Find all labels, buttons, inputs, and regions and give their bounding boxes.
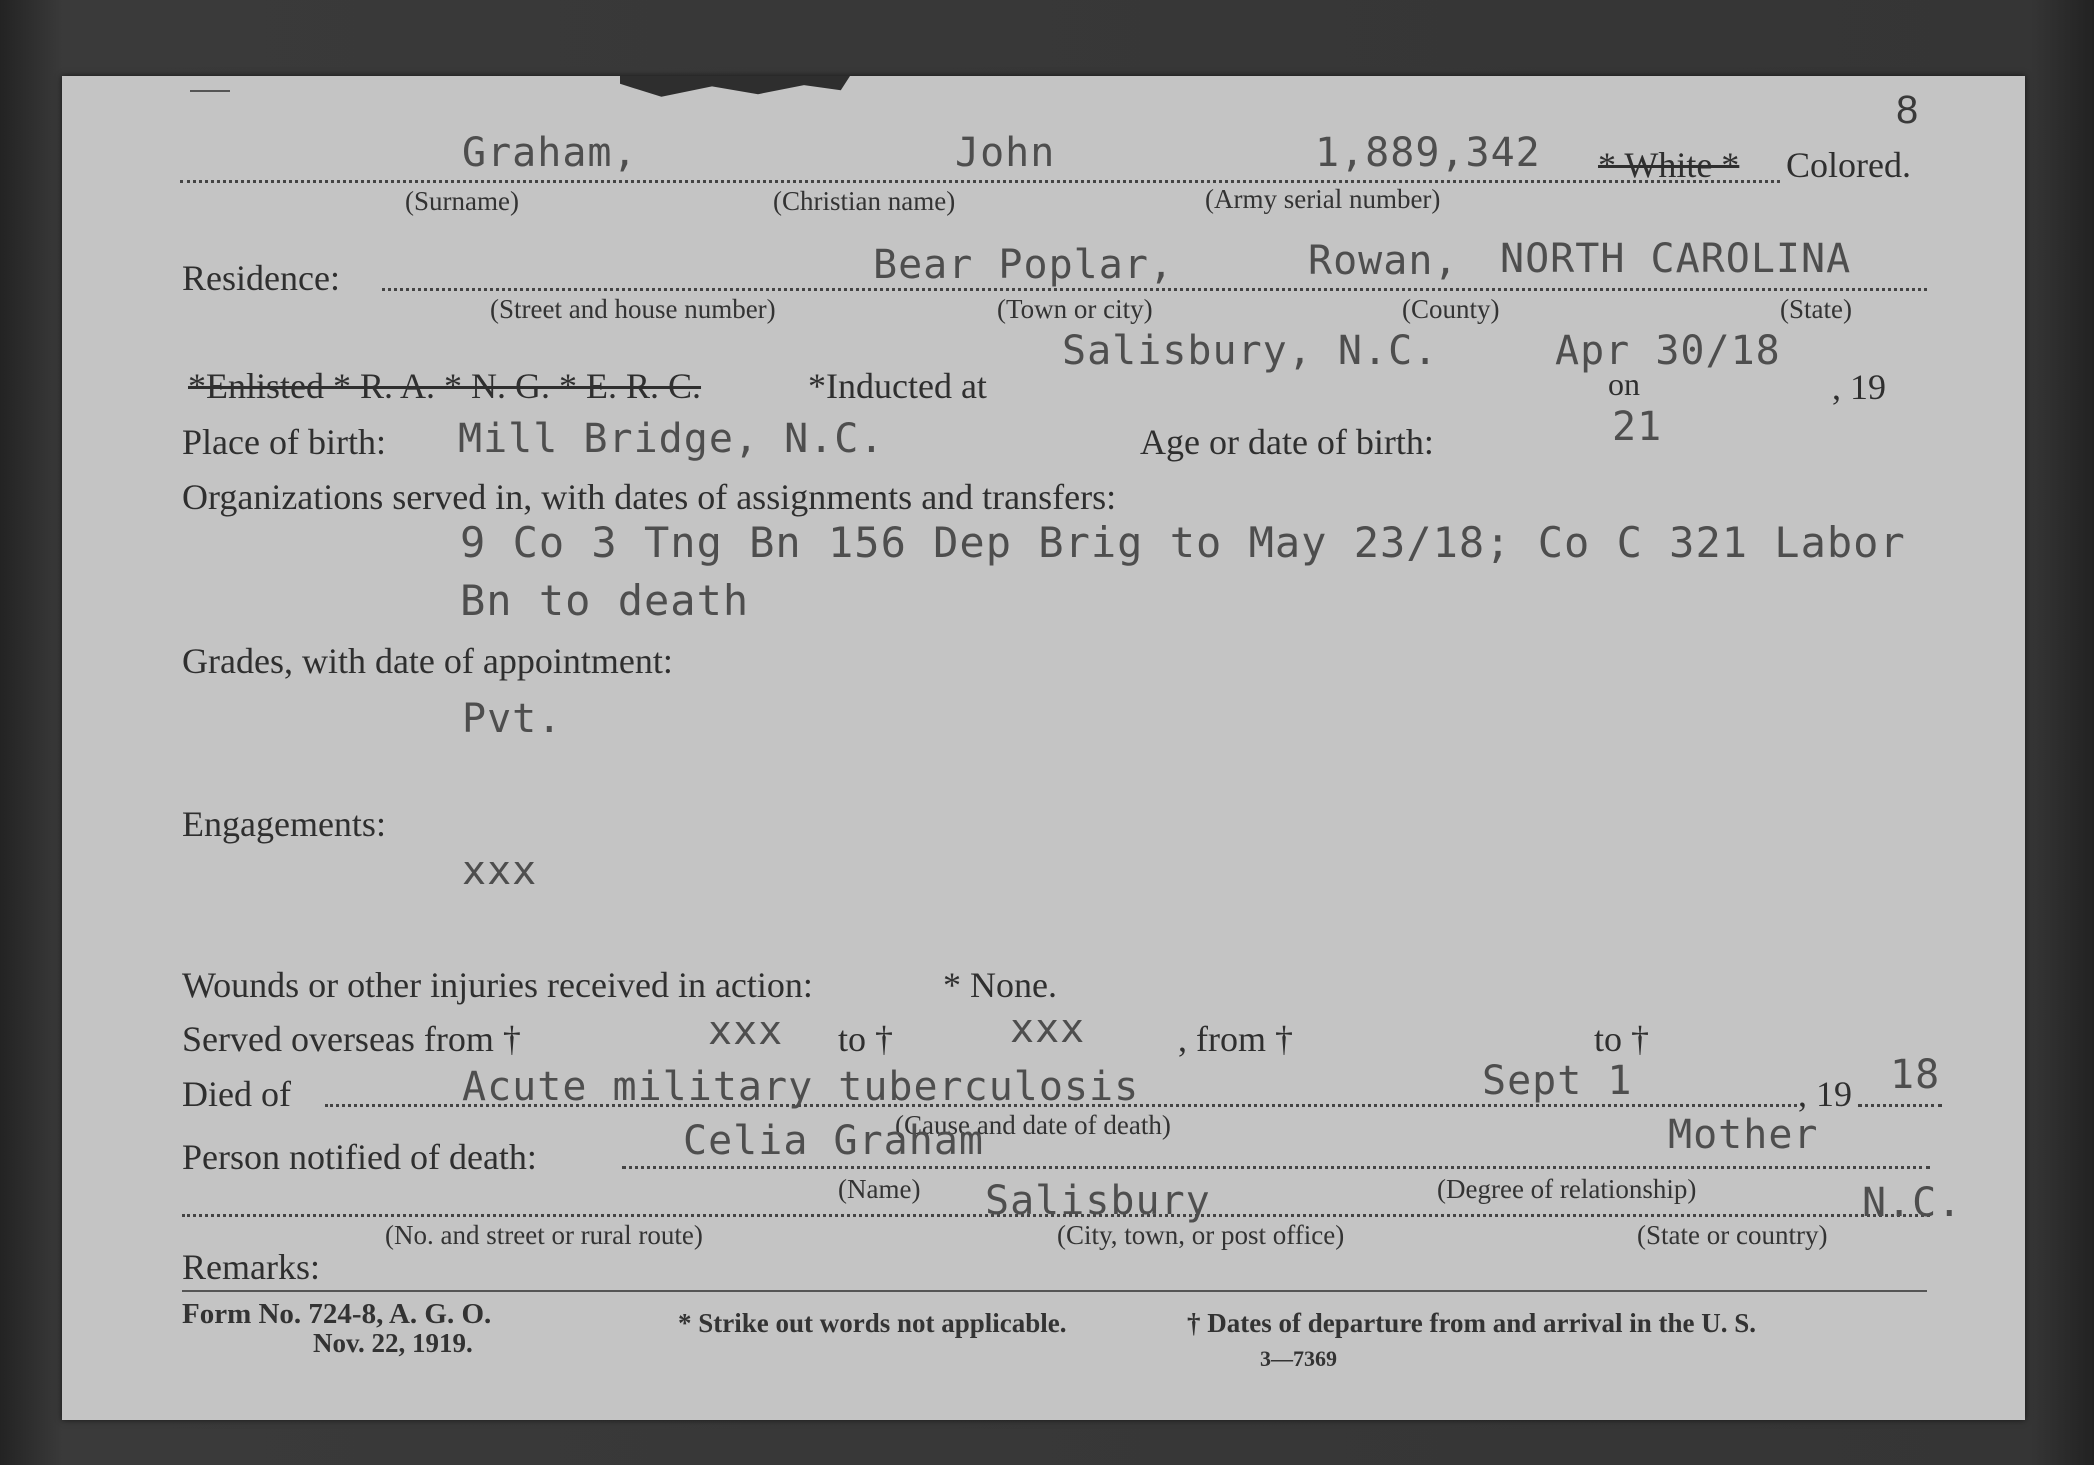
header-line — [180, 180, 1780, 183]
overseas-to-value: xxx — [1010, 1006, 1086, 1052]
residence-line — [382, 288, 1927, 291]
engagements-value: xxx — [462, 848, 538, 894]
notified-city: Salisbury — [985, 1178, 1211, 1224]
overseas-from-label: Served overseas from † — [182, 1019, 521, 1059]
caption-state-country: (State or country) — [1637, 1220, 1828, 1250]
form-date: Nov. 22, 1919. — [313, 1328, 473, 1358]
notified-name: Celia Graham — [683, 1118, 984, 1164]
race-colored: Colored. — [1786, 145, 1911, 185]
residence-county: Rowan, — [1308, 238, 1459, 284]
residence-state: NORTH CAROLINA — [1500, 236, 1852, 282]
notified-state: N.C. — [1862, 1180, 1963, 1226]
notified-relationship: Mother — [1668, 1112, 1819, 1158]
death-year-line — [1858, 1104, 1942, 1107]
died-of-label: Died of — [182, 1074, 291, 1114]
caption-street: (Street and house number) — [490, 294, 776, 324]
wounds-label: Wounds or other injuries received in action: — [182, 965, 813, 1005]
race-white-struck: * White * — [1598, 145, 1740, 185]
remarks-label: Remarks: — [182, 1247, 320, 1287]
organizations-line-1: 9 Co 3 Tng Bn 156 Dep Brig to May 23/18; Co C 321 Labor — [460, 518, 1906, 567]
surname-value: Graham, — [462, 130, 638, 176]
residence-label: Residence: — [182, 258, 340, 298]
on-label: on — [1608, 366, 1640, 402]
caption-surname: (Surname) — [405, 186, 519, 216]
death-year-prefix: , 19 — [1798, 1074, 1852, 1114]
inducted-place: Salisbury, N.C. — [1062, 328, 1439, 374]
inducted-label: *Inducted at — [808, 366, 987, 406]
age-label: Age or date of birth: — [1140, 422, 1434, 462]
remarks-line — [182, 1290, 1927, 1292]
caption-town: (Town or city) — [997, 294, 1153, 324]
caption-city: (City, town, or post office) — [1057, 1220, 1345, 1250]
inducted-date: Apr 30/18 — [1555, 328, 1781, 374]
death-date: Sept 1 — [1482, 1058, 1633, 1104]
wounds-value: * None. — [943, 965, 1057, 1005]
header-tick — [190, 90, 230, 92]
place-of-birth-label: Place of birth: — [182, 422, 386, 462]
caption-county: (County) — [1402, 294, 1500, 324]
caption-street-route: (No. and street or rural route) — [385, 1220, 703, 1250]
place-of-birth-value: Mill Bridge, N.C. — [458, 416, 885, 462]
person-notified-label: Person notified of death: — [182, 1137, 537, 1177]
enlisted-struck: *Enlisted * R. A. * N. G. * E. R. C. — [188, 366, 702, 406]
caption-serial-number: (Army serial number) — [1205, 184, 1441, 214]
print-code: 3—7369 — [1260, 1346, 1337, 1371]
organizations-label: Organizations served in, with dates of assignments and transfers: — [182, 477, 1117, 517]
strike-out-note: * Strike out words not applicable. — [678, 1308, 1067, 1338]
caption-cause-date: (Cause and date of death) — [895, 1110, 1171, 1140]
caption-name: (Name) — [838, 1174, 921, 1204]
serial-number-value: 1,889,342 — [1315, 130, 1541, 176]
death-year: 18 — [1890, 1052, 1941, 1098]
card-number: 8 — [1896, 88, 1919, 132]
death-cause: Acute military tuberculosis — [462, 1064, 1140, 1110]
overseas-to2-label: to † — [1594, 1019, 1650, 1059]
person-notified-line — [622, 1166, 1930, 1169]
caption-christian-name: (Christian name) — [773, 186, 956, 216]
caption-relationship: (Degree of relationship) — [1437, 1174, 1697, 1204]
age-value: 21 — [1612, 404, 1663, 450]
form-number: Form No. 724-8, A. G. O. — [182, 1298, 492, 1330]
year-label: , 19 — [1832, 367, 1886, 407]
residence-town: Bear Poplar, — [873, 242, 1174, 288]
grades-label: Grades, with date of appointment: — [182, 641, 673, 681]
engagements-label: Engagements: — [182, 804, 386, 844]
grades-value: Pvt. — [462, 696, 563, 742]
overseas-from-value: xxx — [708, 1008, 784, 1054]
caption-state: (State) — [1780, 294, 1852, 324]
christian-name-value: John — [955, 130, 1056, 176]
organizations-line-2: Bn to death — [460, 576, 750, 625]
overseas-to-label: to † — [838, 1019, 894, 1059]
dates-note: † Dates of departure from and arrival in the U. S. — [1187, 1308, 1756, 1338]
overseas-from2-label: , from † — [1178, 1019, 1293, 1059]
